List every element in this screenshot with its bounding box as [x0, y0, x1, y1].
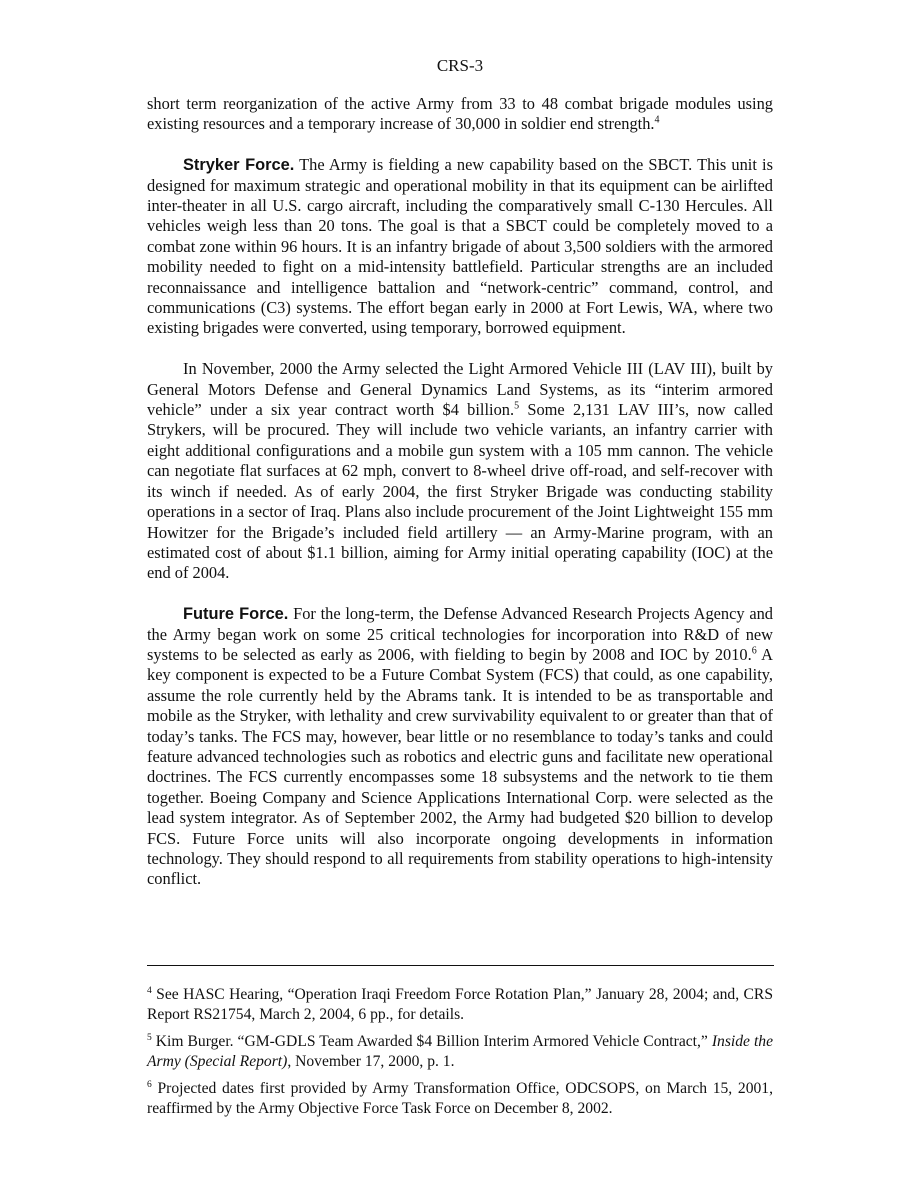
footnote-ref-5: 5	[514, 400, 520, 412]
footnote-divider	[147, 965, 774, 966]
footnote-number: 6	[147, 1079, 152, 1090]
future-text-before: For the long-term, the Defense Advanced Research Projects Agency and the Army began work on some 25 critical technologies for incorporation into R&D of new systems to be selected as early as 2006, with fielding to begin by 2008 and IOC by 2010.	[147, 604, 773, 664]
future-heading: Future Force.	[183, 605, 289, 624]
future-paragraph	[147, 604, 773, 890]
footnote-number: 4	[147, 985, 152, 996]
stryker-text: The Army is fielding a new capability based on the SBCT. This unit is designed for maximum strategic and operational mobility in that its equipment can be airlifted inter-theater in all U.S. cargo aircraft, including the comparatively small C-130 Hercules. All vehicles weigh less than 20 tons. The goal is that a SBCT could be completely moved to a combat zone within 96 hours. It is an infantry brigade of about 3,500 soldiers with the armored mobility needed to fight on a mid-intensity battlefield. Particular strengths are an included reconnaissance and intelligence battalion and “network-centric” command, control, and communications (C3) systems. The effort began early in 2000 at Fort Lewis, WA, where two existing brigades were converted, using temporary, borrowed equipment.	[147, 155, 773, 338]
footnote-text-end: , November 17, 2000, p. 1.	[287, 1052, 455, 1070]
footnote-number: 5	[147, 1032, 152, 1043]
document-body	[147, 94, 773, 910]
footnote-publication-title: Inside the Army (Special Report)	[147, 1033, 773, 1070]
intro-text: short term reorganization of the active Army from 33 to 48 combat brigade modules using existing resources and a temporary increase of 30,000 in soldier end strength.	[147, 94, 773, 134]
footnote-text: Kim Burger. “GM-GDLS Team Awarded $4 Billion Interim Armored Vehicle Contract,”	[151, 1033, 712, 1050]
footnote-4	[147, 985, 773, 1024]
stryker-paragraph	[147, 155, 773, 339]
footnote-5	[147, 1032, 773, 1071]
lav-text-before: In November, 2000 the Army selected the Light Armored Vehicle III (LAV III), built by General Motors Defense and General Dynamics Land Systems, as its “interim armored vehicle” under a six year contract worth $4 billion.	[147, 359, 773, 420]
footnote-ref-4: 4	[654, 114, 660, 126]
lav-paragraph	[147, 359, 773, 583]
lav-text-after: Some 2,131 LAV III’s, now called Strykers, will be procured. They will include two vehicle variants, an infantry carrier with eight additional configurations and a mobile gun system with a 105 mm cannon. The vehicle can negotiate flat surfaces at 62 mph, convert to 8-wheel drive off-road, and self-recover with its winch if needed. As of early 2004, the first Stryker Brigade was conducting stability operations in a sector of Iraq. Plans also include procurement of the Joint Lightweight 155 mm Howitzer for the Brigade’s included field artillery — an Army-Marine program, with an estimated cost of about $1.1 billion, aiming for Army initial operating capability (IOC) at the end of 2004.	[147, 400, 773, 583]
stryker-heading: Stryker Force.	[183, 156, 295, 175]
footnote-text: See HASC Hearing, “Operation Iraqi Freedom Force Rotation Plan,” January 28, 2004; and, CRS Report RS21754, March 2, 2004, 6 pp., for details.	[147, 986, 773, 1023]
footnote-ref-6: 6	[751, 645, 757, 657]
future-text-after: A key component is expected to be a Future Combat System (FCS) that could, as one capability, assume the role currently held by the Abrams tank. It is intended to be as transportable and mobile as the Stryker, with lethality and crew survivability equivalent to or greater than that of today’s tanks. The FCS may, however, bear little or no resemblance to today’s tanks and could feature advanced technologies such as robotics and electric guns and facilitate new operational doctrines. The FCS currently encompasses some 18 subsystems and the network to tie them together. Boeing Company and Science Applications International Corp. were selected as the lead system integrator. As of September 2002, the Army had budgeted $20 billion to develop FCS. Future Force units will also incorporate ongoing developments in information technology. They should respond to all requirements from stability operations to high-intensity conflict.	[147, 644, 774, 889]
footnote-text: Projected dates first provided by Army Transformation Office, ODCSOPS, on March 15, 2001, reaffirmed by the Army Objective Force Task Force on December 8, 2002.	[147, 1080, 773, 1117]
footnote-6	[147, 1079, 773, 1118]
page-number-header: CRS-3	[436, 56, 484, 75]
footnotes-section	[147, 985, 773, 1126]
intro-paragraph	[147, 94, 773, 135]
